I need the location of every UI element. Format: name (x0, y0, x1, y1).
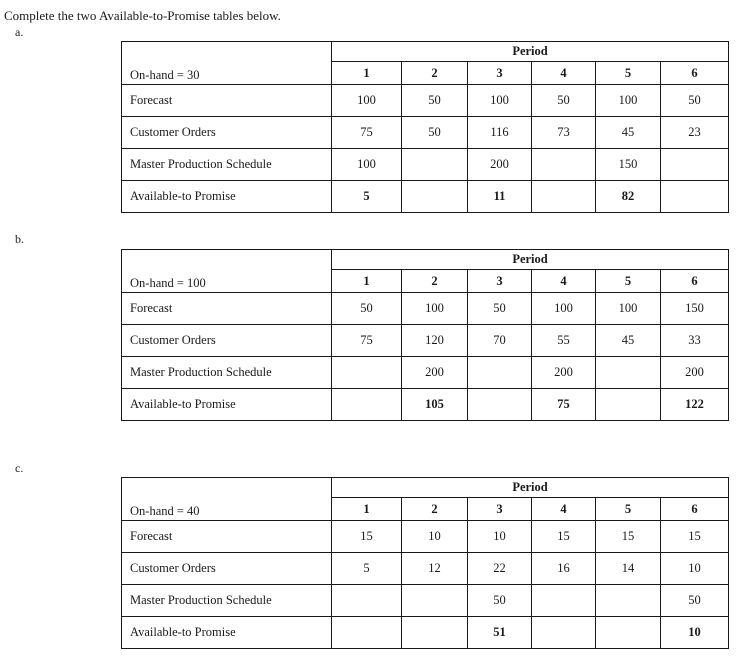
row-label: Available-to Promise (122, 389, 332, 421)
table-cell: 50 (468, 585, 532, 617)
period-number: 4 (532, 270, 596, 293)
table-cell: 75 (532, 389, 596, 421)
table-cell: 10 (661, 617, 729, 649)
table-row (122, 117, 729, 149)
period-number: 5 (596, 270, 661, 293)
table-cell: 200 (468, 149, 532, 181)
table-row (122, 553, 729, 585)
table-cell: 45 (596, 325, 661, 357)
period-number: 4 (532, 62, 596, 85)
table-cell: 10 (468, 521, 532, 553)
instructions-text: Complete the two Available-to-Promise tables below. (4, 8, 281, 23)
table-cell: 15 (661, 521, 729, 553)
period-number: 6 (661, 62, 729, 85)
row-label: Available-to Promise (122, 181, 332, 213)
table-cell (596, 585, 661, 617)
table-cell (532, 149, 596, 181)
table-cell (532, 617, 596, 649)
table-cell (402, 181, 468, 213)
table-cell: 75 (332, 325, 402, 357)
table-cell: 150 (661, 293, 729, 325)
on-hand-label: On-hand = 40 (122, 478, 332, 521)
table-cell: 50 (661, 585, 729, 617)
period-header: Period (332, 478, 729, 498)
table-cell (468, 357, 532, 389)
on-hand-label: On-hand = 100 (122, 250, 332, 293)
table-cell (332, 389, 402, 421)
table-cell: 116 (468, 117, 532, 149)
table-row (122, 389, 729, 421)
period-number: 1 (332, 62, 402, 85)
row-label: Customer Orders (122, 117, 332, 149)
table-cell: 12 (402, 553, 468, 585)
table-cell: 10 (402, 521, 468, 553)
table-cell (596, 389, 661, 421)
table-cell: 70 (468, 325, 532, 357)
table-cell: 5 (332, 553, 402, 585)
table-cell (661, 181, 729, 213)
table-cell: 100 (532, 293, 596, 325)
period-header: Period (332, 42, 729, 62)
table-cell: 100 (332, 149, 402, 181)
table-cell: 15 (532, 521, 596, 553)
table-cell: 10 (661, 553, 729, 585)
row-label: Forecast (122, 293, 332, 325)
table-cell: 50 (468, 293, 532, 325)
table-cell (402, 617, 468, 649)
table-cell: 200 (402, 357, 468, 389)
table-row (122, 85, 729, 117)
period-number: 6 (661, 270, 729, 293)
table-cell: 55 (532, 325, 596, 357)
on-hand-label: On-hand = 30 (122, 42, 332, 85)
table-cell: 14 (596, 553, 661, 585)
table-cell (468, 389, 532, 421)
table-row (122, 617, 729, 649)
table-cell (402, 149, 468, 181)
table-row (122, 357, 729, 389)
period-number: 5 (596, 498, 661, 521)
table-cell (332, 585, 402, 617)
table-b-label: b. (15, 232, 24, 246)
table-cell (402, 585, 468, 617)
period-number: 1 (332, 270, 402, 293)
table-cell: 23 (661, 117, 729, 149)
table-row (122, 325, 729, 357)
period-number: 6 (661, 498, 729, 521)
table-cell (596, 357, 661, 389)
period-header: Period (332, 250, 729, 270)
table-cell: 50 (332, 293, 402, 325)
table-cell: 51 (468, 617, 532, 649)
row-label: Master Production Schedule (122, 149, 332, 181)
table-c-label: c. (15, 461, 24, 475)
table-cell: 120 (402, 325, 468, 357)
table-cell: 73 (532, 117, 596, 149)
atp-table-a (121, 41, 729, 213)
table-cell (532, 585, 596, 617)
atp-table-c (121, 477, 729, 649)
table-cell (661, 149, 729, 181)
table-cell: 15 (596, 521, 661, 553)
table-cell: 105 (402, 389, 468, 421)
period-number: 3 (468, 62, 532, 85)
table-cell: 150 (596, 149, 661, 181)
period-number: 3 (468, 270, 532, 293)
table-cell (532, 181, 596, 213)
table-cell: 22 (468, 553, 532, 585)
table-cell: 200 (661, 357, 729, 389)
table-cell: 75 (332, 117, 402, 149)
period-number: 4 (532, 498, 596, 521)
table-cell: 50 (532, 85, 596, 117)
table-row (122, 293, 729, 325)
table-cell: 100 (468, 85, 532, 117)
row-label: Master Production Schedule (122, 357, 332, 389)
table-cell: 100 (402, 293, 468, 325)
table-cell (596, 617, 661, 649)
period-number: 2 (402, 270, 468, 293)
table-cell: 100 (596, 293, 661, 325)
row-label: Customer Orders (122, 553, 332, 585)
atp-table-b (121, 249, 729, 421)
table-row (122, 521, 729, 553)
table-cell: 16 (532, 553, 596, 585)
row-label: Forecast (122, 521, 332, 553)
table-cell: 122 (661, 389, 729, 421)
table-cell: 5 (332, 181, 402, 213)
table-row (122, 585, 729, 617)
table-cell (332, 617, 402, 649)
row-label: Master Production Schedule (122, 585, 332, 617)
table-cell: 200 (532, 357, 596, 389)
table-a-label: a. (15, 25, 24, 39)
table-cell: 100 (596, 85, 661, 117)
table-cell: 15 (332, 521, 402, 553)
period-number: 1 (332, 498, 402, 521)
period-number: 5 (596, 62, 661, 85)
row-label: Customer Orders (122, 325, 332, 357)
table-cell: 50 (402, 117, 468, 149)
table-row (122, 149, 729, 181)
table-cell: 11 (468, 181, 532, 213)
table-cell (332, 357, 402, 389)
row-label: Forecast (122, 85, 332, 117)
table-cell: 45 (596, 117, 661, 149)
table-row (122, 181, 729, 213)
table-cell: 100 (332, 85, 402, 117)
row-label: Available-to Promise (122, 617, 332, 649)
period-number: 2 (402, 498, 468, 521)
period-number: 2 (402, 62, 468, 85)
table-cell: 33 (661, 325, 729, 357)
table-cell: 50 (661, 85, 729, 117)
table-cell: 50 (402, 85, 468, 117)
table-cell: 82 (596, 181, 661, 213)
period-number: 3 (468, 498, 532, 521)
